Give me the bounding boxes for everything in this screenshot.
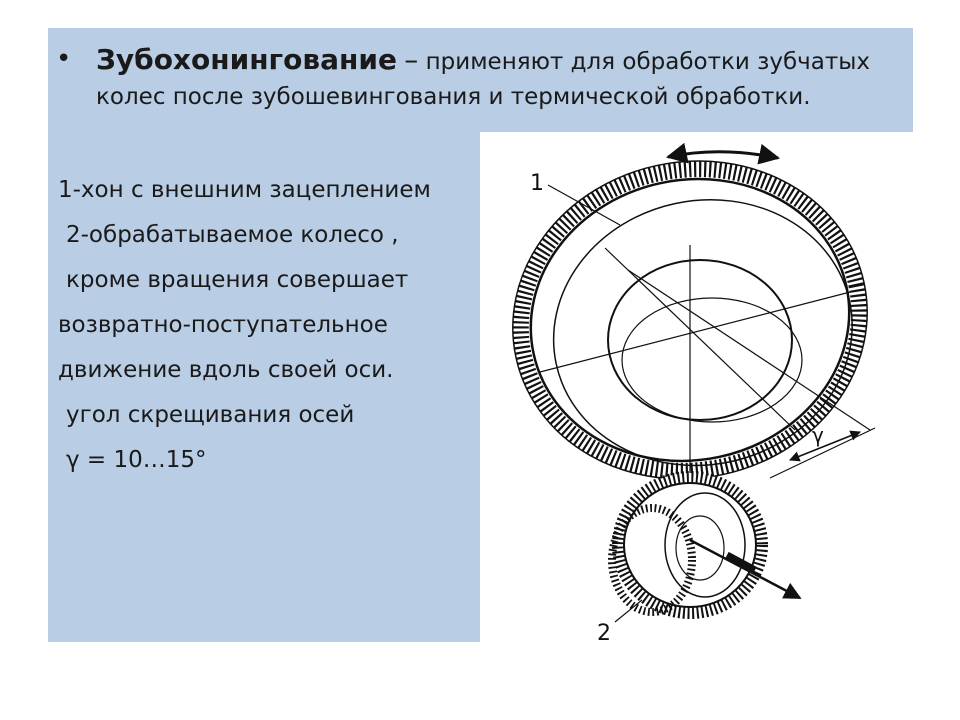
term-description: применяют для обработки зубчатых колес после зубошевингования и термической обработки. [96, 49, 871, 110]
label-gamma: γ [812, 423, 824, 447]
workpiece-gear [612, 473, 765, 617]
line-hone: 1-хон с внешним зацеплением [58, 177, 431, 203]
hone-hub [608, 260, 792, 420]
rotation-arrow [668, 152, 778, 158]
line-gamma-value: γ = 10…15° [66, 447, 207, 473]
gamma-angle-arrow [790, 432, 860, 460]
label-workpiece: 2 [597, 621, 611, 646]
label-hone: 1 [530, 171, 544, 196]
line-axis-motion: движение вдоль своей оси. [58, 357, 394, 383]
line-crossing-angle: угол скрещивания осей [66, 402, 355, 428]
term-title: Зубохонингование [96, 43, 397, 76]
bullet-dot: • [56, 44, 72, 74]
line-reciprocating: возвратно-поступательное [58, 312, 388, 338]
term-dash: – [404, 43, 419, 76]
line-rotation: кроме вращения совершает [66, 267, 409, 293]
line-workpiece: 2-обрабатываемое колесо , [66, 222, 399, 248]
hone-hub-rim [622, 298, 802, 422]
